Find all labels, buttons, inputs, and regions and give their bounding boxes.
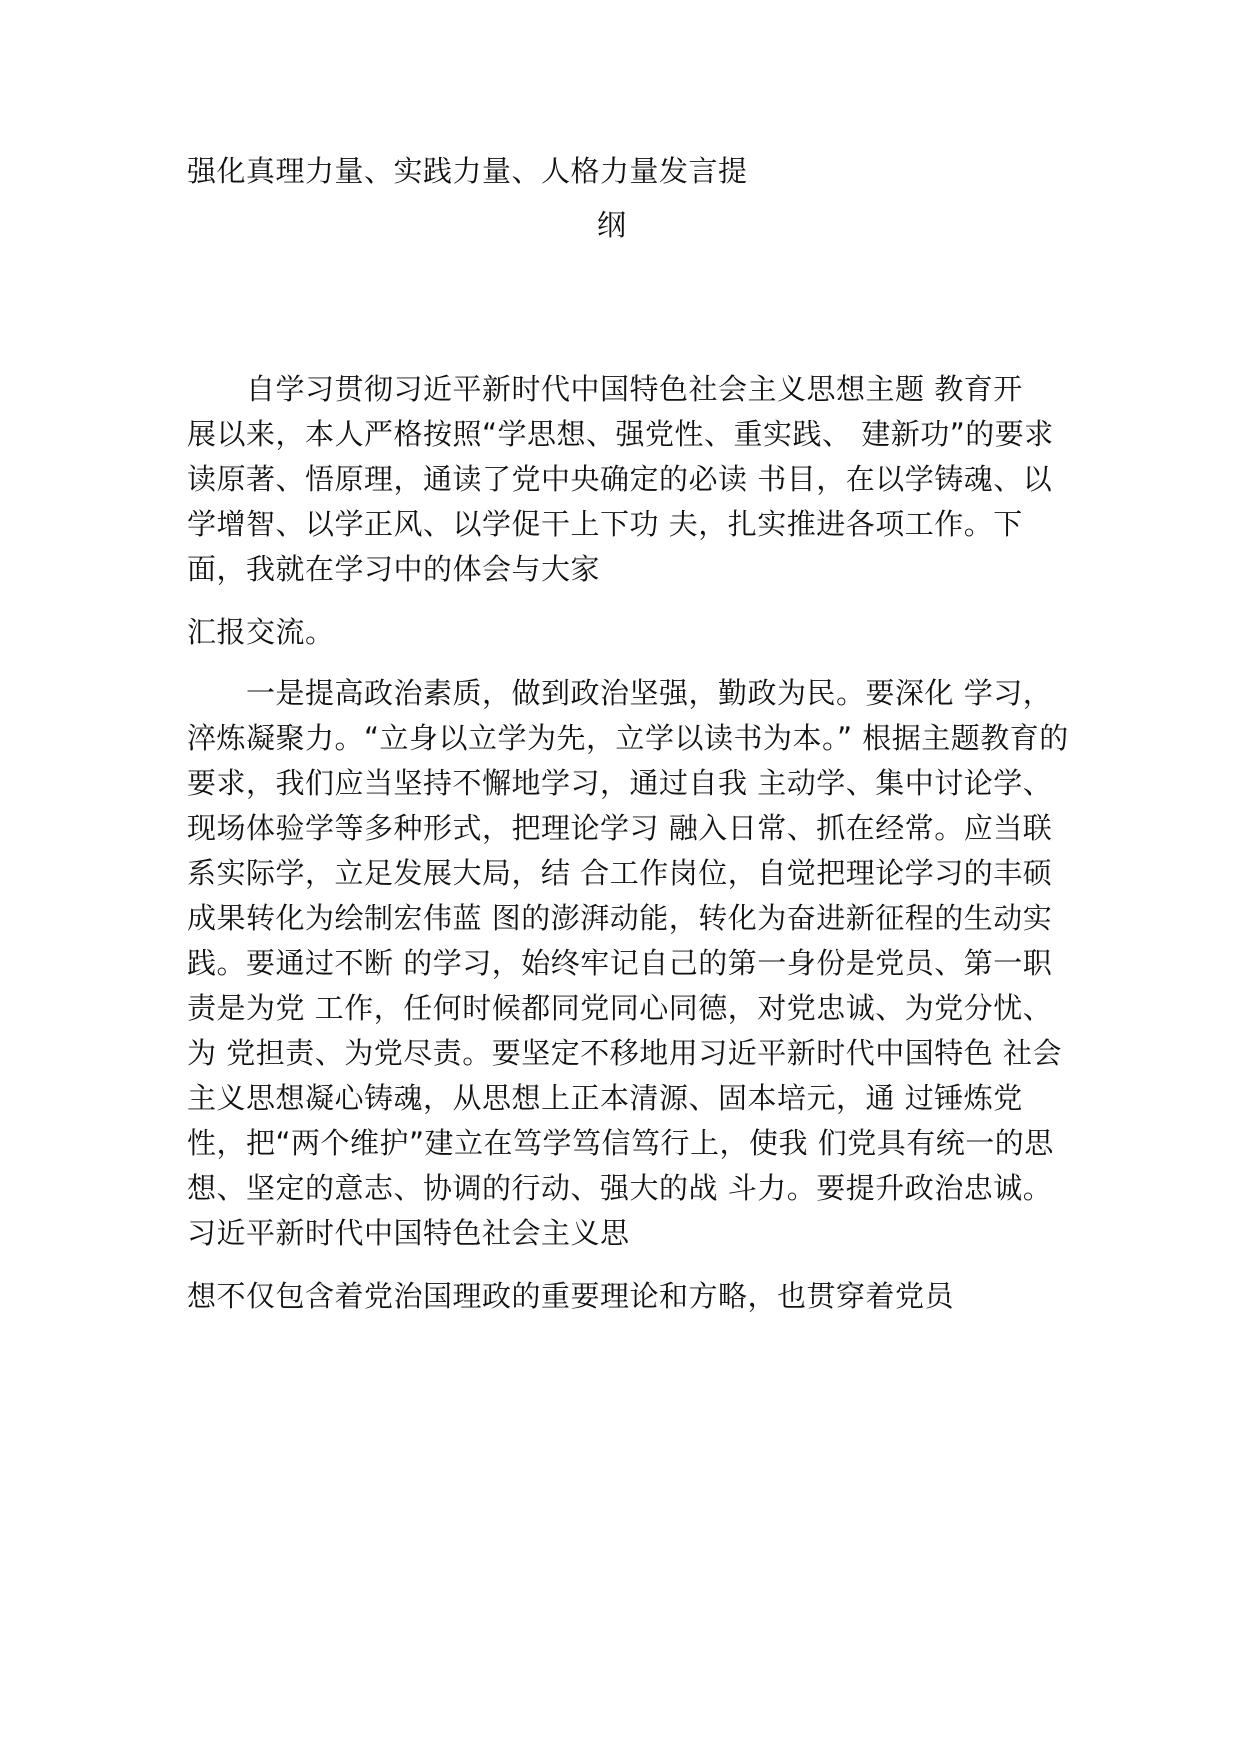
body-line: 践。要通过不断 的学习，始终牢记自己的第一身份是党员、第一职 [187,946,1053,980]
body-line: 读原著、悟原理，通读了党中央确定的必读 书目，在以学铸魂、以 [187,462,1053,496]
body-line: 汇报交流。 [187,615,335,649]
body-line: 性，把“两个维护”建立在笃学笃信笃行上，使我 们党具有统一的思 [187,1126,1054,1160]
body-line: 成果转化为绘制宏伟蓝 图的澎湃动能，转化为奋进新征程的生动实 [187,901,1053,935]
body-line: 想不仅包含着党治国理政的重要理论和方略，也贯穿着党员 [187,1279,955,1313]
body-line: 主义思想凝心铸魂，从思想上正本清源、固本培元，通 过锤炼党 [187,1081,1023,1115]
body-line: 系实际学，立足发展大局，结 合工作岗位，自觉把理论学习的丰硕 [187,856,1053,890]
body-line: 要求，我们应当坚持不懈地学习，通过自我 主动学、集中讨论学、 [187,766,1053,800]
body-line: 想、坚定的意志、协调的行动、强大的战 斗力。要提升政治忠诚。 [187,1171,1053,1205]
body-line: 一是提高政治素质，做到政治坚强，勤政为民。要深化 学习， [187,676,1053,710]
body-line: 现场体验学等多种形式，把理论学习 融入日常、抓在经常。应当联 [187,811,1053,845]
body-line: 习近平新时代中国特色社会主义思 [187,1216,630,1250]
body-line: 面，我就在学习中的体会与大家 [187,552,601,586]
body-line: 淬炼凝聚力。“立身以立学为先，立学以读书为本。” 根据主题教育的 [187,721,1069,755]
title-line-2: 纲 [597,208,627,242]
body-line: 学增智、以学正风、以学促干上下功 夫，扎实推进各项工作。下 [187,507,1023,541]
title-line-1: 强化真理力量、实践力量、人格力量发言提 [187,154,748,188]
body-line: 为 党担责、为党尽责。要坚定不移地用习近平新时代中国特色 社会 [187,1036,1062,1070]
body-line: 展以来，本人严格按照“学思想、强党性、重实践、 建新功”的要求 [187,417,1054,451]
body-line: 责是为党 工作，任何时候都同党同心同德，对党忠诚、为党分忧、 [187,991,1053,1025]
body-line: 自学习贯彻习近平新时代中国特色社会主义思想主题 教育开 [187,372,1023,406]
